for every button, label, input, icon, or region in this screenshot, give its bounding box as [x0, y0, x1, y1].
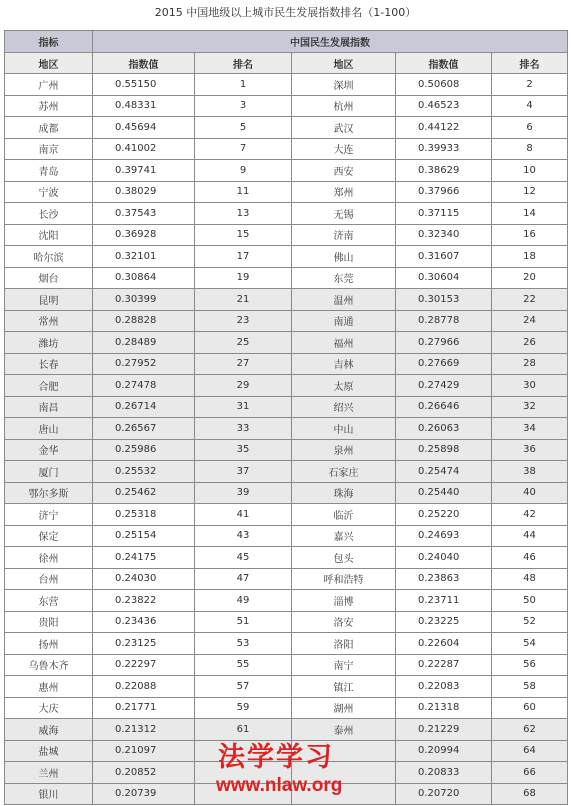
rank-cell: 45 [195, 547, 292, 569]
table-row [5, 654, 568, 676]
index-cell: 0.37115 [396, 203, 492, 225]
rank-cell: 30 [492, 375, 568, 397]
indicator-header: 指标 [5, 31, 93, 53]
table-row [5, 676, 568, 698]
region-cell: 福州 [292, 332, 396, 354]
region-cell: 唐山 [5, 418, 93, 440]
rank-cell: 61 [195, 719, 292, 741]
table-row [5, 719, 568, 741]
rank-cell: 33 [195, 418, 292, 440]
table-row [5, 482, 568, 504]
region-cell: 洛安 [292, 611, 396, 633]
region-cell: 银川 [5, 783, 93, 805]
region-cell: 济南 [292, 224, 396, 246]
region-cell: 惠州 [5, 676, 93, 698]
region-cell [292, 740, 396, 762]
region-cell: 东莞 [292, 267, 396, 289]
region-cell: 青岛 [5, 160, 93, 182]
index-cell: 0.27478 [93, 375, 195, 397]
region-cell: 广州 [5, 74, 93, 96]
rank-cell: 16 [492, 224, 568, 246]
index-cell: 0.24040 [396, 547, 492, 569]
region-cell: 镇江 [292, 676, 396, 698]
region-cell [292, 762, 396, 784]
table-row [5, 289, 568, 311]
table-row [5, 568, 568, 590]
rank-cell: 34 [492, 418, 568, 440]
table-body [5, 74, 568, 805]
index-cell: 0.24175 [93, 547, 195, 569]
rank-cell: 9 [195, 160, 292, 182]
index-cell: 0.20852 [93, 762, 195, 784]
region-cell: 湖州 [292, 697, 396, 719]
index-cell: 0.25154 [93, 525, 195, 547]
index-cell: 0.21097 [93, 740, 195, 762]
index-cell: 0.23225 [396, 611, 492, 633]
index-cell: 0.28778 [396, 310, 492, 332]
table-row [5, 138, 568, 160]
region-cell: 烟台 [5, 267, 93, 289]
index-cell: 0.21771 [93, 697, 195, 719]
watermark-logo-text: 法学学习 [218, 742, 334, 773]
region-cell: 吉林 [292, 353, 396, 375]
index-header-1: 指数值 [93, 53, 195, 74]
rank-cell: 37 [195, 461, 292, 483]
region-cell: 深圳 [292, 74, 396, 96]
rank-cell: 35 [195, 439, 292, 461]
index-cell: 0.25986 [93, 439, 195, 461]
region-cell: 扬州 [5, 633, 93, 655]
index-cell: 0.25474 [396, 461, 492, 483]
watermark-url: www.nlaw.org [216, 775, 343, 796]
table-header-row-1 [5, 31, 568, 53]
region-cell: 昆明 [5, 289, 93, 311]
region-cell: 潍坊 [5, 332, 93, 354]
index-cell: 0.27429 [396, 375, 492, 397]
rank-cell: 64 [492, 740, 568, 762]
region-cell: 长沙 [5, 203, 93, 225]
region-cell: 哈尔滨 [5, 246, 93, 268]
index-cell: 0.28828 [93, 310, 195, 332]
region-cell: 南通 [292, 310, 396, 332]
index-cell: 0.55150 [93, 74, 195, 96]
rank-cell: 54 [492, 633, 568, 655]
rank-cell: 19 [195, 267, 292, 289]
index-cell: 0.25440 [396, 482, 492, 504]
region-cell: 太原 [292, 375, 396, 397]
table-row [5, 762, 568, 784]
index-cell: 0.23863 [396, 568, 492, 590]
table-row [5, 246, 568, 268]
index-cell: 0.27966 [396, 332, 492, 354]
rank-cell: 21 [195, 289, 292, 311]
rank-cell: 14 [492, 203, 568, 225]
index-cell: 0.22083 [396, 676, 492, 698]
region-cell: 乌鲁木齐 [5, 654, 93, 676]
rank-cell: 36 [492, 439, 568, 461]
region-cell: 郑州 [292, 181, 396, 203]
rank-cell: 4 [492, 95, 568, 117]
region-cell: 厦门 [5, 461, 93, 483]
table-row [5, 439, 568, 461]
index-cell: 0.25898 [396, 439, 492, 461]
index-cell: 0.25318 [93, 504, 195, 526]
rank-cell: 40 [492, 482, 568, 504]
rank-cell: 49 [195, 590, 292, 612]
region-cell: 长春 [5, 353, 93, 375]
region-cell: 西安 [292, 160, 396, 182]
rank-cell: 66 [492, 762, 568, 784]
table-row [5, 783, 568, 805]
rank-cell: 20 [492, 267, 568, 289]
index-cell: 0.39741 [93, 160, 195, 182]
rank-cell: 23 [195, 310, 292, 332]
region-cell: 盐城 [5, 740, 93, 762]
index-cell: 0.32340 [396, 224, 492, 246]
index-cell: 0.37966 [396, 181, 492, 203]
rank-cell: 6 [492, 117, 568, 139]
region-cell: 兰州 [5, 762, 93, 784]
region-cell: 无锡 [292, 203, 396, 225]
index-cell: 0.41002 [93, 138, 195, 160]
index-cell: 0.38629 [396, 160, 492, 182]
table-row [5, 547, 568, 569]
region-cell: 呼和浩特 [292, 568, 396, 590]
table-row [5, 74, 568, 96]
rank-cell: 2 [492, 74, 568, 96]
region-cell: 台州 [5, 568, 93, 590]
index-cell: 0.20720 [396, 783, 492, 805]
index-cell: 0.23436 [93, 611, 195, 633]
index-cell: 0.30153 [396, 289, 492, 311]
index-cell: 0.39933 [396, 138, 492, 160]
index-cell: 0.45694 [93, 117, 195, 139]
rank-header-1: 排名 [195, 53, 292, 74]
region-cell: 沈阳 [5, 224, 93, 246]
rank-cell: 5 [195, 117, 292, 139]
rank-cell: 41 [195, 504, 292, 526]
table-row [5, 461, 568, 483]
rank-cell: 55 [195, 654, 292, 676]
rank-cell: 31 [195, 396, 292, 418]
rank-cell: 68 [492, 783, 568, 805]
index-cell: 0.22088 [93, 676, 195, 698]
table-row [5, 633, 568, 655]
rank-cell: 57 [195, 676, 292, 698]
rank-cell: 48 [492, 568, 568, 590]
region-cell: 合肥 [5, 375, 93, 397]
region-cell: 南京 [5, 138, 93, 160]
table-row [5, 504, 568, 526]
rank-cell: 24 [492, 310, 568, 332]
index-cell: 0.48331 [93, 95, 195, 117]
region-cell: 佛山 [292, 246, 396, 268]
index-cell: 0.30864 [93, 267, 195, 289]
rank-cell: 28 [492, 353, 568, 375]
region-cell: 淄博 [292, 590, 396, 612]
rank-cell: 53 [195, 633, 292, 655]
index-header-2: 指数值 [396, 53, 492, 74]
region-cell: 济宁 [5, 504, 93, 526]
region-cell: 成都 [5, 117, 93, 139]
rank-cell [195, 740, 292, 762]
page-title: 2015 中国地级以上城市民生发展指数排名（1-100） [154, 6, 417, 19]
ranking-table [4, 30, 568, 805]
rank-cell: 44 [492, 525, 568, 547]
rank-cell: 7 [195, 138, 292, 160]
table-row [5, 203, 568, 225]
rank-cell: 18 [492, 246, 568, 268]
rank-cell: 51 [195, 611, 292, 633]
rank-cell: 52 [492, 611, 568, 633]
index-cell: 0.28489 [93, 332, 195, 354]
rank-cell: 25 [195, 332, 292, 354]
index-cell: 0.30604 [396, 267, 492, 289]
index-cell: 0.32101 [93, 246, 195, 268]
rank-cell: 13 [195, 203, 292, 225]
index-cell: 0.24693 [396, 525, 492, 547]
region-cell: 杭州 [292, 95, 396, 117]
index-cell: 0.27669 [396, 353, 492, 375]
index-cell: 0.20994 [396, 740, 492, 762]
region-cell: 贵阳 [5, 611, 93, 633]
rank-cell: 60 [492, 697, 568, 719]
region-cell: 保定 [5, 525, 93, 547]
rank-cell: 29 [195, 375, 292, 397]
index-cell: 0.26063 [396, 418, 492, 440]
table-row [5, 590, 568, 612]
region-cell: 临沂 [292, 504, 396, 526]
rank-cell: 39 [195, 482, 292, 504]
table-row [5, 332, 568, 354]
region-cell: 南昌 [5, 396, 93, 418]
index-cell: 0.26567 [93, 418, 195, 440]
region-cell: 珠海 [292, 482, 396, 504]
table-row [5, 697, 568, 719]
table-row [5, 95, 568, 117]
table-row [5, 611, 568, 633]
region-cell: 徐州 [5, 547, 93, 569]
rank-cell: 32 [492, 396, 568, 418]
rank-cell: 42 [492, 504, 568, 526]
rank-header-2: 排名 [492, 53, 568, 74]
region-cell: 温州 [292, 289, 396, 311]
rank-cell [195, 762, 292, 784]
region-cell: 中山 [292, 418, 396, 440]
index-cell: 0.36928 [93, 224, 195, 246]
index-cell: 0.23822 [93, 590, 195, 612]
region-cell: 常州 [5, 310, 93, 332]
index-cell: 0.31607 [396, 246, 492, 268]
rank-cell: 8 [492, 138, 568, 160]
index-cell: 0.20833 [396, 762, 492, 784]
region-cell: 苏州 [5, 95, 93, 117]
region-cell [292, 783, 396, 805]
rank-cell: 50 [492, 590, 568, 612]
region-cell: 宁波 [5, 181, 93, 203]
table-row [5, 224, 568, 246]
table-row [5, 353, 568, 375]
rank-cell: 62 [492, 719, 568, 741]
table-row [5, 418, 568, 440]
table-header-row-2 [5, 53, 568, 74]
rank-cell: 38 [492, 461, 568, 483]
table-row [5, 267, 568, 289]
rank-cell: 56 [492, 654, 568, 676]
rank-cell: 22 [492, 289, 568, 311]
table-row [5, 310, 568, 332]
table-row [5, 375, 568, 397]
index-cell: 0.23711 [396, 590, 492, 612]
rank-cell: 10 [492, 160, 568, 182]
rank-cell: 58 [492, 676, 568, 698]
region-cell: 南宁 [292, 654, 396, 676]
table-row [5, 396, 568, 418]
region-header-1: 地区 [5, 53, 93, 74]
index-cell: 0.25532 [93, 461, 195, 483]
region-cell: 鄂尔多斯 [5, 482, 93, 504]
region-cell: 包头 [292, 547, 396, 569]
rank-cell: 1 [195, 74, 292, 96]
index-cell: 0.50608 [396, 74, 492, 96]
region-cell: 泰州 [292, 719, 396, 741]
index-cell: 0.26714 [93, 396, 195, 418]
rank-cell: 43 [195, 525, 292, 547]
rank-cell: 17 [195, 246, 292, 268]
region-cell: 绍兴 [292, 396, 396, 418]
region-cell: 金华 [5, 439, 93, 461]
group-header: 中国民生发展指数 [93, 31, 568, 53]
table-row [5, 181, 568, 203]
index-cell: 0.23125 [93, 633, 195, 655]
rank-cell [195, 783, 292, 805]
index-cell: 0.44122 [396, 117, 492, 139]
index-cell: 0.25462 [93, 482, 195, 504]
index-cell: 0.26646 [396, 396, 492, 418]
table-row [5, 525, 568, 547]
index-cell: 0.22297 [93, 654, 195, 676]
rank-cell: 47 [195, 568, 292, 590]
index-cell: 0.37543 [93, 203, 195, 225]
rank-cell: 11 [195, 181, 292, 203]
table-row [5, 740, 568, 762]
table-row [5, 160, 568, 182]
region-cell: 威海 [5, 719, 93, 741]
region-cell: 东营 [5, 590, 93, 612]
rank-cell: 3 [195, 95, 292, 117]
index-cell: 0.24030 [93, 568, 195, 590]
region-cell: 大庆 [5, 697, 93, 719]
index-cell: 0.30399 [93, 289, 195, 311]
index-cell: 0.22604 [396, 633, 492, 655]
region-cell: 大连 [292, 138, 396, 160]
index-cell: 0.46523 [396, 95, 492, 117]
index-cell: 0.27952 [93, 353, 195, 375]
rank-cell: 27 [195, 353, 292, 375]
index-cell: 0.38029 [93, 181, 195, 203]
index-cell: 0.22287 [396, 654, 492, 676]
rank-cell: 26 [492, 332, 568, 354]
rank-cell: 12 [492, 181, 568, 203]
index-cell: 0.25220 [396, 504, 492, 526]
region-cell: 泉州 [292, 439, 396, 461]
index-cell: 0.21229 [396, 719, 492, 741]
rank-cell: 59 [195, 697, 292, 719]
region-cell: 石家庄 [292, 461, 396, 483]
index-cell: 0.21318 [396, 697, 492, 719]
rank-cell: 46 [492, 547, 568, 569]
region-header-2: 地区 [292, 53, 396, 74]
rank-cell: 15 [195, 224, 292, 246]
region-cell: 洛阳 [292, 633, 396, 655]
index-cell: 0.21312 [93, 719, 195, 741]
index-cell: 0.20739 [93, 783, 195, 805]
region-cell: 武汉 [292, 117, 396, 139]
region-cell: 嘉兴 [292, 525, 396, 547]
table-row [5, 117, 568, 139]
